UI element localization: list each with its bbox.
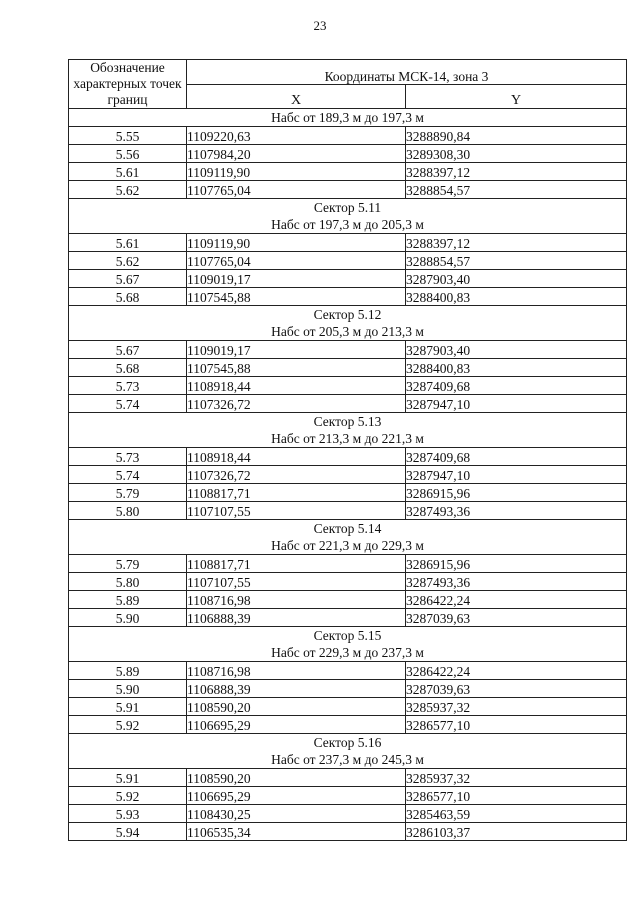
- y-coordinate-cell: 3286103,37: [406, 823, 627, 841]
- sector-title: Сектор 5.11: [313, 200, 382, 215]
- table-row: [69, 805, 627, 823]
- section-header-row: [69, 199, 627, 234]
- x-coordinate-cell: 1109220,63: [187, 127, 406, 145]
- x-coordinate-cell: 1107545,88: [187, 288, 406, 306]
- y-coordinate-cell: 3286915,96: [406, 555, 627, 573]
- table-row: [69, 270, 627, 288]
- y-coordinate-cell: 3287947,10: [406, 466, 627, 484]
- section-header: [69, 109, 627, 127]
- section-header-row: [69, 413, 627, 448]
- y-coordinate-cell: 3286577,10: [406, 787, 627, 805]
- table-row: [69, 234, 627, 252]
- x-coordinate-cell: 1107107,55: [187, 573, 406, 591]
- sector-title: Сектор 5.16: [313, 735, 382, 750]
- y-coordinate-cell: 3285937,32: [406, 698, 627, 716]
- table-row: [69, 127, 627, 145]
- section-header: [69, 306, 627, 341]
- table-row: [69, 555, 627, 573]
- point-cell: 5.74: [69, 395, 187, 413]
- sector-title: Сектор 5.15: [313, 628, 382, 643]
- x-coordinate-cell: 1107765,04: [187, 181, 406, 199]
- point-cell: 5.79: [69, 484, 187, 502]
- section-header-row: [69, 627, 627, 662]
- x-coordinate-cell: 1108918,44: [187, 448, 406, 466]
- point-cell: 5.67: [69, 341, 187, 359]
- table-row: [69, 466, 627, 484]
- x-coordinate-cell: 1106888,39: [187, 609, 406, 627]
- height-range: Набс от 189,3 м до 197,3 м: [271, 110, 424, 125]
- y-coordinate-cell: 3287409,68: [406, 377, 627, 395]
- coordinates-title-header: Координаты МСК-14, зона 3: [187, 60, 627, 85]
- table-row: [69, 359, 627, 377]
- table-row: [69, 662, 627, 680]
- x-coordinate-cell: 1109119,90: [187, 163, 406, 181]
- x-coordinate-cell: 1107326,72: [187, 395, 406, 413]
- y-coordinate-cell: 3287039,63: [406, 680, 627, 698]
- point-cell: 5.61: [69, 234, 187, 252]
- x-coordinate-cell: 1107765,04: [187, 252, 406, 270]
- section-header: [69, 199, 627, 234]
- table-row: [69, 377, 627, 395]
- point-cell: 5.91: [69, 698, 187, 716]
- y-coordinate-cell: 3287903,40: [406, 341, 627, 359]
- x-coordinate-cell: 1108918,44: [187, 377, 406, 395]
- table-row: [69, 769, 627, 787]
- table-row: [69, 716, 627, 734]
- point-cell: 5.68: [69, 359, 187, 377]
- y-coordinate-cell: 3288400,83: [406, 359, 627, 377]
- x-coordinate-cell: 1107545,88: [187, 359, 406, 377]
- point-cell: 5.61: [69, 163, 187, 181]
- x-coordinate-cell: 1108817,71: [187, 555, 406, 573]
- height-range: Набс от 237,3 м до 245,3 м: [271, 752, 424, 767]
- point-cell: 5.62: [69, 181, 187, 199]
- point-cell: 5.89: [69, 591, 187, 609]
- x-coordinate-cell: 1108590,20: [187, 769, 406, 787]
- x-coordinate-cell: 1107984,20: [187, 145, 406, 163]
- point-cell: 5.92: [69, 787, 187, 805]
- x-coordinate-cell: 1107326,72: [187, 466, 406, 484]
- height-range: Набс от 197,3 м до 205,3 м: [271, 217, 424, 232]
- y-coordinate-cell: 3287493,36: [406, 502, 627, 520]
- table-row: [69, 484, 627, 502]
- section-header-row: [69, 520, 627, 555]
- x-column-header: X: [187, 84, 406, 109]
- y-coordinate-cell: 3285463,59: [406, 805, 627, 823]
- x-coordinate-cell: 1109019,17: [187, 341, 406, 359]
- x-coordinate-cell: 1106888,39: [187, 680, 406, 698]
- y-coordinate-cell: 3287493,36: [406, 573, 627, 591]
- y-coordinate-cell: 3286915,96: [406, 484, 627, 502]
- point-cell: 5.90: [69, 680, 187, 698]
- point-cell: 5.91: [69, 769, 187, 787]
- section-header-row: [69, 734, 627, 769]
- x-coordinate-cell: 1108590,20: [187, 698, 406, 716]
- sector-title: Сектор 5.13: [313, 414, 382, 429]
- table-row: [69, 341, 627, 359]
- y-coordinate-cell: 3288397,12: [406, 234, 627, 252]
- table-row: [69, 145, 627, 163]
- point-cell: 5.93: [69, 805, 187, 823]
- point-cell: 5.89: [69, 662, 187, 680]
- y-coordinate-cell: 3287903,40: [406, 270, 627, 288]
- x-coordinate-cell: 1108716,98: [187, 591, 406, 609]
- section-header: [69, 520, 627, 555]
- coordinates-table: [68, 59, 627, 841]
- table-row: [69, 448, 627, 466]
- table-row: [69, 252, 627, 270]
- sector-title: Сектор 5.14: [313, 521, 382, 536]
- y-coordinate-cell: 3287039,63: [406, 609, 627, 627]
- point-cell: 5.62: [69, 252, 187, 270]
- point-cell: 5.73: [69, 377, 187, 395]
- height-range: Набс от 229,3 м до 237,3 м: [271, 645, 424, 660]
- y-coordinate-cell: 3288397,12: [406, 163, 627, 181]
- point-label-header: Обозначение характерных точек границ: [69, 60, 187, 109]
- x-coordinate-cell: 1109019,17: [187, 270, 406, 288]
- table-row: [69, 163, 627, 181]
- page-number: 23: [313, 18, 327, 33]
- y-coordinate-cell: 3288854,57: [406, 181, 627, 199]
- table-row: [69, 787, 627, 805]
- y-column-header: Y: [406, 84, 627, 109]
- x-coordinate-cell: 1106695,29: [187, 787, 406, 805]
- y-coordinate-cell: 3286422,24: [406, 662, 627, 680]
- y-coordinate-cell: 3287947,10: [406, 395, 627, 413]
- point-cell: 5.74: [69, 466, 187, 484]
- section-header: [69, 413, 627, 448]
- table-row: [69, 288, 627, 306]
- point-cell: 5.90: [69, 609, 187, 627]
- y-coordinate-cell: 3288400,83: [406, 288, 627, 306]
- section-header-row: [69, 109, 627, 127]
- table-row: [69, 573, 627, 591]
- height-range: Набс от 205,3 м до 213,3 м: [271, 324, 424, 339]
- table-row: [69, 609, 627, 627]
- table-body: [69, 109, 627, 841]
- x-coordinate-cell: 1107107,55: [187, 502, 406, 520]
- table-row: [69, 698, 627, 716]
- y-coordinate-cell: 3287409,68: [406, 448, 627, 466]
- point-cell: 5.92: [69, 716, 187, 734]
- x-coordinate-cell: 1108430,25: [187, 805, 406, 823]
- point-cell: 5.56: [69, 145, 187, 163]
- y-coordinate-cell: 3285937,32: [406, 769, 627, 787]
- height-range: Набс от 221,3 м до 229,3 м: [271, 538, 424, 553]
- table-row: [69, 395, 627, 413]
- x-coordinate-cell: 1106695,29: [187, 716, 406, 734]
- point-cell: 5.67: [69, 270, 187, 288]
- height-range: Набс от 213,3 м до 221,3 м: [271, 431, 424, 446]
- section-header: [69, 734, 627, 769]
- point-cell: 5.94: [69, 823, 187, 841]
- point-cell: 5.55: [69, 127, 187, 145]
- sector-title: Сектор 5.12: [313, 307, 382, 322]
- point-cell: 5.73: [69, 448, 187, 466]
- x-coordinate-cell: 1106535,34: [187, 823, 406, 841]
- section-header-row: [69, 306, 627, 341]
- point-cell: 5.80: [69, 502, 187, 520]
- y-coordinate-cell: 3289308,30: [406, 145, 627, 163]
- point-cell: 5.79: [69, 555, 187, 573]
- table-header: [69, 60, 627, 109]
- y-coordinate-cell: 3288854,57: [406, 252, 627, 270]
- section-header: [69, 627, 627, 662]
- x-coordinate-cell: 1109119,90: [187, 234, 406, 252]
- table-row: [69, 591, 627, 609]
- y-coordinate-cell: 3286577,10: [406, 716, 627, 734]
- x-coordinate-cell: 1108716,98: [187, 662, 406, 680]
- y-coordinate-cell: 3286422,24: [406, 591, 627, 609]
- table-row: [69, 181, 627, 199]
- point-cell: 5.68: [69, 288, 187, 306]
- table-row: [69, 680, 627, 698]
- y-coordinate-cell: 3288890,84: [406, 127, 627, 145]
- table-row: [69, 502, 627, 520]
- x-coordinate-cell: 1108817,71: [187, 484, 406, 502]
- table-row: [69, 823, 627, 841]
- point-cell: 5.80: [69, 573, 187, 591]
